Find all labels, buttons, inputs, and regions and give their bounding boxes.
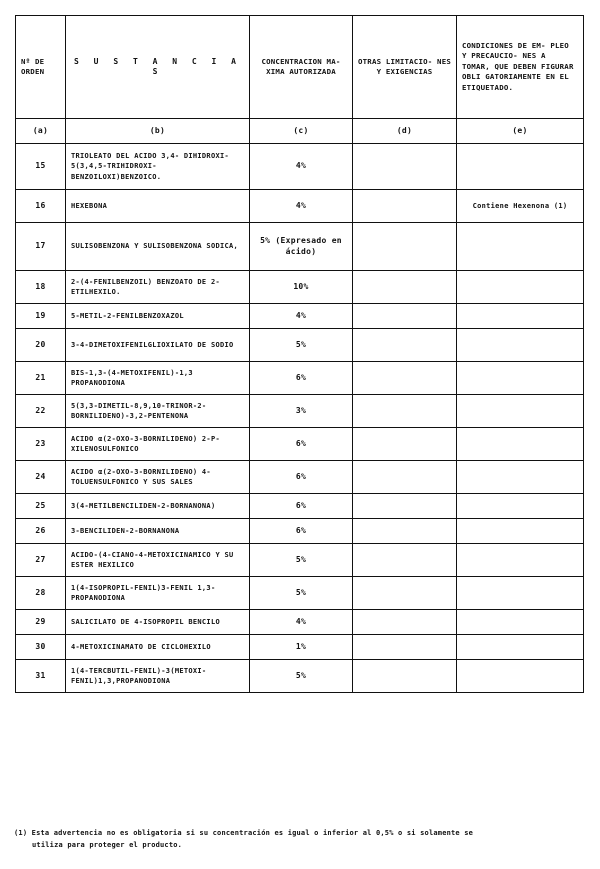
limitations-cell: [353, 362, 457, 395]
limitations-cell: [353, 428, 457, 461]
table-row: [16, 544, 584, 577]
conditions-cell: [457, 461, 584, 494]
concentration-cell: 5% (Expresado en ácido): [250, 223, 353, 271]
header-row: [16, 16, 584, 119]
concentration-cell: 4%: [250, 304, 353, 329]
limitations-cell: [353, 494, 457, 519]
row-number-cell: 23: [16, 428, 66, 461]
conditions-cell: [457, 223, 584, 271]
substance-cell: 3-BENCILIDEN-2-BORNANONA: [66, 519, 250, 544]
column-letters-row: [16, 119, 584, 144]
conditions-cell: [457, 577, 584, 610]
substance-cell: 5(3,3-DIMETIL-8,9,10-TRINOR-2- BORNILIDENO)-3,2-PENTENONA: [66, 395, 250, 428]
conditions-cell: [457, 519, 584, 544]
column-letter: (b): [66, 119, 250, 144]
row-number-cell: 22: [16, 395, 66, 428]
table-row: [16, 428, 584, 461]
table-row: [16, 304, 584, 329]
table-row: [16, 223, 584, 271]
header-substances: S U S T A N C I A S: [66, 16, 250, 119]
table-row: [16, 144, 584, 190]
substance-cell: 3(4-METILBENCILIDEN-2-BORNANONA): [66, 494, 250, 519]
column-letter: (d): [353, 119, 457, 144]
table-row: [16, 519, 584, 544]
conditions-cell: [457, 428, 584, 461]
row-number-cell: 20: [16, 329, 66, 362]
row-number-cell: 31: [16, 660, 66, 693]
substance-cell: SALICILATO DE 4-ISOPROPIL BENCILO: [66, 610, 250, 635]
limitations-cell: [353, 660, 457, 693]
row-number-cell: 24: [16, 461, 66, 494]
concentration-cell: 6%: [250, 519, 353, 544]
concentration-cell: 6%: [250, 494, 353, 519]
concentration-cell: 6%: [250, 461, 353, 494]
row-number-cell: 21: [16, 362, 66, 395]
table-row: [16, 660, 584, 693]
limitations-cell: [353, 190, 457, 223]
row-number-cell: 26: [16, 519, 66, 544]
table-row: [16, 494, 584, 519]
table-row: [16, 362, 584, 395]
limitations-cell: [353, 519, 457, 544]
substance-cell: ACIDO α(2-OXO-3-BORNILIDENO) 4-TOLUENSULFONICO Y SUS SALES: [66, 461, 250, 494]
limitations-cell: [353, 271, 457, 304]
row-number-cell: 25: [16, 494, 66, 519]
substance-cell: TRIOLEATO DEL ACIDO 3,4- DIHIDROXI-5(3,4,5-TRIHIDROXI- BENZOILOXI)BENZOICO.: [66, 144, 250, 190]
substance-cell: 4-METOXICINAMATO DE CICLOHEXILO: [66, 635, 250, 660]
substance-cell: 3-4-DIMETOXIFENILGLIOXILATO DE SODIO: [66, 329, 250, 362]
table-row: [16, 577, 584, 610]
substance-cell: SULISOBENZONA Y SULISOBENZONA SODICA,: [66, 223, 250, 271]
row-number-cell: 28: [16, 577, 66, 610]
limitations-cell: [353, 223, 457, 271]
table-body: [16, 144, 584, 693]
header-max-concentration: CONCENTRACION MA- XIMA AUTORIZADA: [250, 16, 353, 119]
substance-cell: BIS-1,3-(4-METOXIFENIL)-1,3 PROPANODIONA: [66, 362, 250, 395]
table-row: [16, 190, 584, 223]
row-number-cell: 16: [16, 190, 66, 223]
substance-cell: ACIDO α(2-OXO-3-BORNILIDENO) 2-P-XILENOSULFONICO: [66, 428, 250, 461]
concentration-cell: 5%: [250, 577, 353, 610]
column-letter: (c): [250, 119, 353, 144]
substance-cell: 1(4-ISOPROPIL-FENIL)3-FENIL 1,3-PROPANODIONA: [66, 577, 250, 610]
limitations-cell: [353, 544, 457, 577]
concentration-cell: 5%: [250, 544, 353, 577]
limitations-cell: [353, 304, 457, 329]
concentration-cell: 4%: [250, 144, 353, 190]
concentration-cell: 4%: [250, 610, 353, 635]
row-number-cell: 15: [16, 144, 66, 190]
column-letter: (a): [16, 119, 66, 144]
row-number-cell: 30: [16, 635, 66, 660]
substance-cell: HEXEBONA: [66, 190, 250, 223]
conditions-cell: [457, 144, 584, 190]
table-row: [16, 329, 584, 362]
row-number-cell: 18: [16, 271, 66, 304]
concentration-cell: 4%: [250, 190, 353, 223]
table-row: [16, 635, 584, 660]
header-order-number: Nº DE ORDEN: [16, 16, 66, 119]
row-number-cell: 17: [16, 223, 66, 271]
substance-cell: 2-(4-FENILBENZOIL) BENZOATO DE 2-ETILHEXILO.: [66, 271, 250, 304]
conditions-cell: [457, 362, 584, 395]
substance-cell: 1(4-TERCBUTIL-FENIL)-3(METOXI- FENIL)1,3,PROPANODIONA: [66, 660, 250, 693]
conditions-cell: [457, 271, 584, 304]
header-conditions: CONDICIONES DE EM- PLEO Y PRECAUCIO- NES A TOMAR, QUE DEBEN FIGURAR OBLI GATORIAMENTE EN EL ETIQUETADO.: [457, 16, 584, 119]
conditions-cell: [457, 660, 584, 693]
limitations-cell: [353, 144, 457, 190]
row-number-cell: 29: [16, 610, 66, 635]
table-row: [16, 395, 584, 428]
column-letter: (e): [457, 119, 584, 144]
conditions-cell: [457, 544, 584, 577]
substance-cell: ACIDO-(4-CIANO-4-METOXICINAMICO Y SU ESTER HEXILICO: [66, 544, 250, 577]
conditions-cell: [457, 610, 584, 635]
limitations-cell: [353, 395, 457, 428]
footnote-line: utiliza para proteger el producto.: [32, 841, 183, 849]
limitations-cell: [353, 461, 457, 494]
table-row: [16, 461, 584, 494]
limitations-cell: [353, 635, 457, 660]
row-number-cell: 27: [16, 544, 66, 577]
footnote-line: (1) Esta advertencia no es obligatoria si su concentración es igual o inferior al 0,5% o si solamente se: [14, 829, 474, 837]
concentration-cell: 1%: [250, 635, 353, 660]
conditions-cell: [457, 494, 584, 519]
concentration-cell: 6%: [250, 362, 353, 395]
concentration-cell: 3%: [250, 395, 353, 428]
limitations-cell: [353, 610, 457, 635]
concentration-cell: 5%: [250, 660, 353, 693]
conditions-cell: [457, 635, 584, 660]
limitations-cell: [353, 329, 457, 362]
header-other-limitations: OTRAS LIMITACIO- NES Y EXIGENCIAS: [353, 16, 457, 119]
conditions-cell: Contiene Hexenona (1): [457, 190, 584, 223]
row-number-cell: 19: [16, 304, 66, 329]
substances-table: [15, 15, 584, 693]
substance-cell: 5-METIL-2-FENILBENZOXAZOL: [66, 304, 250, 329]
table-row: [16, 610, 584, 635]
conditions-cell: [457, 329, 584, 362]
table-row: [16, 271, 584, 304]
conditions-cell: [457, 395, 584, 428]
concentration-cell: 5%: [250, 329, 353, 362]
conditions-cell: [457, 304, 584, 329]
concentration-cell: 10%: [250, 271, 353, 304]
concentration-cell: 6%: [250, 428, 353, 461]
limitations-cell: [353, 577, 457, 610]
footnote: [14, 827, 594, 851]
